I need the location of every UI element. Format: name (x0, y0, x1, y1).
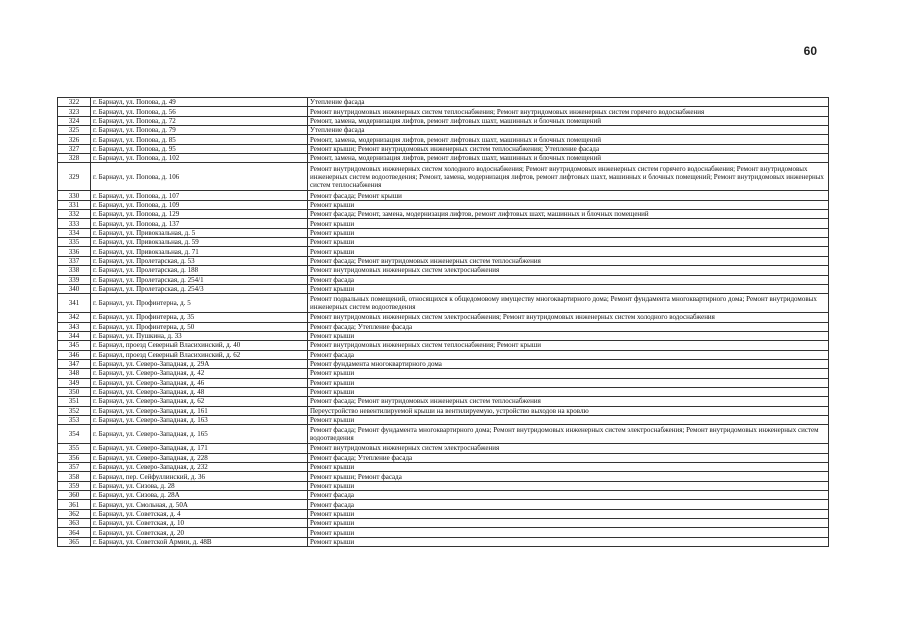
table-row (58, 406, 829, 415)
work-type-cell: Ремонт крыши (308, 537, 829, 546)
address-cell: г. Барнаул, ул. Северо-Западная, д. 62 (91, 397, 308, 406)
row-number-cell: 330 (58, 191, 91, 200)
address-cell: г. Барнаул, ул. Пролетарская, д. 254/1 (91, 275, 308, 284)
row-number-cell: 337 (58, 256, 91, 265)
address-cell: г. Барнаул, ул. Советской Армии, д. 48В (91, 537, 308, 546)
address-cell: г. Барнаул, ул. Привокзальная, д. 5 (91, 228, 308, 237)
address-cell: г. Барнаул, ул. Северо-Западная, д. 171 (91, 444, 308, 453)
address-cell: г. Барнаул, ул. Северо-Западная, д. 228 (91, 453, 308, 462)
repair-schedule-table (57, 97, 829, 547)
row-number-cell: 342 (58, 313, 91, 322)
work-type-cell: Ремонт фасада (308, 500, 829, 509)
work-type-cell: Ремонт крыши (308, 415, 829, 424)
table-row (58, 313, 829, 322)
work-type-cell: Ремонт фасада; Утепление фасада (308, 322, 829, 331)
address-cell: г. Барнаул, ул. Попова, д. 56 (91, 107, 308, 116)
work-type-cell: Утепление фасада (308, 126, 829, 135)
work-type-cell: Ремонт фундамента многоквартирного дома (308, 359, 829, 368)
work-type-cell: Ремонт крыши (308, 519, 829, 528)
row-number-cell: 327 (58, 144, 91, 153)
table-row (58, 444, 829, 453)
table-row (58, 537, 829, 546)
address-cell: г. Барнаул, пер. Сейфуллинский, д. 36 (91, 472, 308, 481)
work-type-cell: Ремонт фасада (308, 275, 829, 284)
row-number-cell: 357 (58, 463, 91, 472)
address-cell: г. Барнаул, ул. Северо-Западная, д. 46 (91, 378, 308, 387)
row-number-cell: 338 (58, 266, 91, 275)
address-cell: г. Барнаул, ул. Попова, д. 85 (91, 135, 308, 144)
table-row (58, 126, 829, 135)
table-row (58, 509, 829, 518)
work-type-cell: Ремонт внутридомовых инженерных систем теплоснабжения; Ремонт внутридомовых инженерных систем горячего водоснабжения (308, 107, 829, 116)
table-row (58, 98, 829, 107)
address-cell: г. Барнаул, ул. Сизова, д. 28 (91, 481, 308, 490)
row-number-cell: 329 (58, 163, 91, 191)
table-row (58, 350, 829, 359)
row-number-cell: 363 (58, 519, 91, 528)
work-type-cell: Ремонт фасада (308, 491, 829, 500)
table-body (58, 98, 829, 547)
table-row (58, 275, 829, 284)
work-type-cell: Ремонт внутридомовых инженерных систем электроснабжения; Ремонт внутридомовых инженерных систем холодного водоснабжения (308, 313, 829, 322)
address-cell: г. Барнаул, ул. Профинтерна, д. 5 (91, 294, 308, 313)
table-row (58, 256, 829, 265)
row-number-cell: 351 (58, 397, 91, 406)
row-number-cell: 364 (58, 528, 91, 537)
work-type-cell: Ремонт фасада; Утепление фасада (308, 453, 829, 462)
work-type-cell: Ремонт фасада; Ремонт внутридомовых инженерных систем теплоснабжения (308, 397, 829, 406)
address-cell: г. Барнаул, ул. Советская, д. 10 (91, 519, 308, 528)
table-row (58, 331, 829, 340)
address-cell: г. Барнаул, ул. Попова, д. 79 (91, 126, 308, 135)
table-row (58, 284, 829, 293)
table-row (58, 359, 829, 368)
row-number-cell: 328 (58, 154, 91, 163)
table-row (58, 463, 829, 472)
address-cell: г. Барнаул, ул. Северо-Западная, д. 165 (91, 425, 308, 444)
row-number-cell: 356 (58, 453, 91, 462)
table-row (58, 116, 829, 125)
row-number-cell: 353 (58, 415, 91, 424)
row-number-cell: 325 (58, 126, 91, 135)
address-cell: г. Барнаул, ул. Привокзальная, д. 71 (91, 247, 308, 256)
work-type-cell: Ремонт, замена, модернизация лифтов, ремонт лифтовых шахт, машинных и блочных помещений (308, 135, 829, 144)
address-cell: г. Барнаул, ул. Северо-Западная, д. 161 (91, 406, 308, 415)
table-row (58, 500, 829, 509)
work-type-cell: Ремонт крыши (308, 463, 829, 472)
work-type-cell: Ремонт внутридомовых инженерных систем холодного водоснабжения; Ремонт внутридомовых инженерных систем горячего водоснабжения; Ремонт внутридомовых инженерных систем водоотведения; Ремонт, замена, модернизация лифтов, ремонт лифтовых шахт, машинных и блочных помещений; Ремонт внутридомовых инженерных систем теплоснабжения (308, 163, 829, 191)
table-row (58, 453, 829, 462)
row-number-cell: 339 (58, 275, 91, 284)
row-number-cell: 331 (58, 200, 91, 209)
table-row (58, 472, 829, 481)
address-cell: г. Барнаул, ул. Северо-Западная, д. 163 (91, 415, 308, 424)
row-number-cell: 365 (58, 537, 91, 546)
work-type-cell: Переустройство невентилируемой крыши на вентилируемую, устройство выходов на кровлю (308, 406, 829, 415)
row-number-cell: 343 (58, 322, 91, 331)
row-number-cell: 346 (58, 350, 91, 359)
table-row (58, 107, 829, 116)
table-row (58, 191, 829, 200)
address-cell: г. Барнаул, ул. Смольная, д. 50А (91, 500, 308, 509)
row-number-cell: 324 (58, 116, 91, 125)
table-row (58, 397, 829, 406)
table-row (58, 491, 829, 500)
work-type-cell: Ремонт, замена, модернизация лифтов, ремонт лифтовых шахт, машинных и блочных помещений (308, 116, 829, 125)
table-row (58, 163, 829, 191)
address-cell: г. Барнаул, ул. Северо-Западная, д. 232 (91, 463, 308, 472)
table-row (58, 154, 829, 163)
work-type-cell: Ремонт фасада; Ремонт фундамента многоквартирного дома; Ремонт внутридомовых инженерных систем электроснабжения; Ремонт внутридомовых инженерных систем водоотведения (308, 425, 829, 444)
address-cell: г. Барнаул, ул. Профинтерна, д. 50 (91, 322, 308, 331)
address-cell: г. Барнаул, ул. Попова, д. 106 (91, 163, 308, 191)
table-row (58, 219, 829, 228)
address-cell: г. Барнаул, ул. Привокзальная, д. 59 (91, 238, 308, 247)
table-row (58, 322, 829, 331)
work-type-cell: Ремонт крыши (308, 238, 829, 247)
row-number-cell: 348 (58, 369, 91, 378)
row-number-cell: 349 (58, 378, 91, 387)
work-type-cell: Ремонт крыши (308, 378, 829, 387)
work-type-cell: Ремонт крыши (308, 387, 829, 396)
address-cell: г. Барнаул, ул. Пролетарская, д. 188 (91, 266, 308, 275)
table-row (58, 481, 829, 490)
row-number-cell: 336 (58, 247, 91, 256)
work-type-cell: Ремонт фасада; Ремонт внутридомовых инженерных систем теплоснабжения (308, 256, 829, 265)
table-row (58, 135, 829, 144)
table-row (58, 238, 829, 247)
row-number-cell: 355 (58, 444, 91, 453)
table-row (58, 294, 829, 313)
row-number-cell: 358 (58, 472, 91, 481)
table-row (58, 200, 829, 209)
address-cell: г. Барнаул, проезд Северный Власихинский, д. 40 (91, 341, 308, 350)
table-row (58, 425, 829, 444)
row-number-cell: 344 (58, 331, 91, 340)
row-number-cell: 345 (58, 341, 91, 350)
work-type-cell: Ремонт внутридомовых инженерных систем теплоснабжения; Ремонт крыши (308, 341, 829, 350)
row-number-cell: 361 (58, 500, 91, 509)
row-number-cell: 323 (58, 107, 91, 116)
row-number-cell: 347 (58, 359, 91, 368)
address-cell: г. Барнаул, ул. Сизова, д. 28А (91, 491, 308, 500)
row-number-cell: 322 (58, 98, 91, 107)
address-cell: г. Барнаул, ул. Попова, д. 109 (91, 200, 308, 209)
work-type-cell: Ремонт крыши (308, 481, 829, 490)
table-row (58, 519, 829, 528)
table-row (58, 210, 829, 219)
work-type-cell: Ремонт крыши (308, 200, 829, 209)
table-row (58, 341, 829, 350)
address-cell: г. Барнаул, ул. Попова, д. 137 (91, 219, 308, 228)
address-cell: г. Барнаул, ул. Советская, д. 4 (91, 509, 308, 518)
address-cell: г. Барнаул, ул. Профинтерна, д. 35 (91, 313, 308, 322)
work-type-cell: Ремонт крыши (308, 528, 829, 537)
work-type-cell: Ремонт крыши (308, 369, 829, 378)
table-row (58, 228, 829, 237)
table-row (58, 247, 829, 256)
row-number-cell: 326 (58, 135, 91, 144)
address-cell: г. Барнаул, ул. Советская, д. 20 (91, 528, 308, 537)
address-cell: г. Барнаул, ул. Северо-Западная, д. 42 (91, 369, 308, 378)
address-cell: г. Барнаул, ул. Пролетарская, д. 254/3 (91, 284, 308, 293)
work-type-cell: Ремонт крыши; Ремонт внутридомовых инженерных систем теплоснабжения; Утепление фасада (308, 144, 829, 153)
row-number-cell: 352 (58, 406, 91, 415)
row-number-cell: 354 (58, 425, 91, 444)
address-cell: г. Барнаул, ул. Пролетарская, д. 53 (91, 256, 308, 265)
table-row (58, 528, 829, 537)
table-row (58, 144, 829, 153)
work-type-cell: Ремонт крыши (308, 284, 829, 293)
work-type-cell: Ремонт внутридомовых инженерных систем электроснабжения (308, 266, 829, 275)
work-type-cell: Ремонт, замена, модернизация лифтов, ремонт лифтовых шахт, машинных и блочных помещений (308, 154, 829, 163)
row-number-cell: 350 (58, 387, 91, 396)
table-row (58, 266, 829, 275)
row-number-cell: 359 (58, 481, 91, 490)
work-type-cell: Ремонт крыши (308, 228, 829, 237)
row-number-cell: 334 (58, 228, 91, 237)
work-type-cell: Ремонт крыши (308, 247, 829, 256)
work-type-cell: Ремонт крыши; Ремонт фасада (308, 472, 829, 481)
table-row (58, 415, 829, 424)
work-type-cell: Ремонт фасада; Ремонт, замена, модернизация лифтов, ремонт лифтовых шахт, машинных и блочных помещений (308, 210, 829, 219)
work-type-cell: Утепление фасада (308, 98, 829, 107)
row-number-cell: 332 (58, 210, 91, 219)
page-number: 60 (803, 44, 817, 58)
address-cell: г. Барнаул, ул. Попова, д. 107 (91, 191, 308, 200)
work-type-cell: Ремонт крыши (308, 331, 829, 340)
address-cell: г. Барнаул, ул. Попова, д. 129 (91, 210, 308, 219)
address-cell: г. Барнаул, ул. Попова, д. 72 (91, 116, 308, 125)
table-row (58, 378, 829, 387)
address-cell: г. Барнаул, проезд Северный Власихинский, д. 62 (91, 350, 308, 359)
work-type-cell: Ремонт фасада; Ремонт крыши (308, 191, 829, 200)
address-cell: г. Барнаул, ул. Попова, д. 102 (91, 154, 308, 163)
row-number-cell: 341 (58, 294, 91, 313)
work-type-cell: Ремонт фасада (308, 350, 829, 359)
work-type-cell: Ремонт крыши (308, 509, 829, 518)
address-cell: г. Барнаул, ул. Попова, д. 95 (91, 144, 308, 153)
table-row (58, 369, 829, 378)
row-number-cell: 333 (58, 219, 91, 228)
row-number-cell: 340 (58, 284, 91, 293)
address-cell: г. Барнаул, ул. Пушкина, д. 33 (91, 331, 308, 340)
address-cell: г. Барнаул, ул. Попова, д. 49 (91, 98, 308, 107)
work-type-cell: Ремонт подвальных помещений, относящихся к общедомовому имуществу многоквартирного дома; Ремонт фундамента многоквартирного дома; Ремонт внутридомовых инженерных систем водоотведения (308, 294, 829, 313)
address-cell: г. Барнаул, ул. Северо-Западная, д. 29А (91, 359, 308, 368)
row-number-cell: 360 (58, 491, 91, 500)
row-number-cell: 362 (58, 509, 91, 518)
address-cell: г. Барнаул, ул. Северо-Западная, д. 48 (91, 387, 308, 396)
work-type-cell: Ремонт внутридомовых инженерных систем электроснабжения (308, 444, 829, 453)
work-type-cell: Ремонт крыши (308, 219, 829, 228)
table-row (58, 387, 829, 396)
row-number-cell: 335 (58, 238, 91, 247)
